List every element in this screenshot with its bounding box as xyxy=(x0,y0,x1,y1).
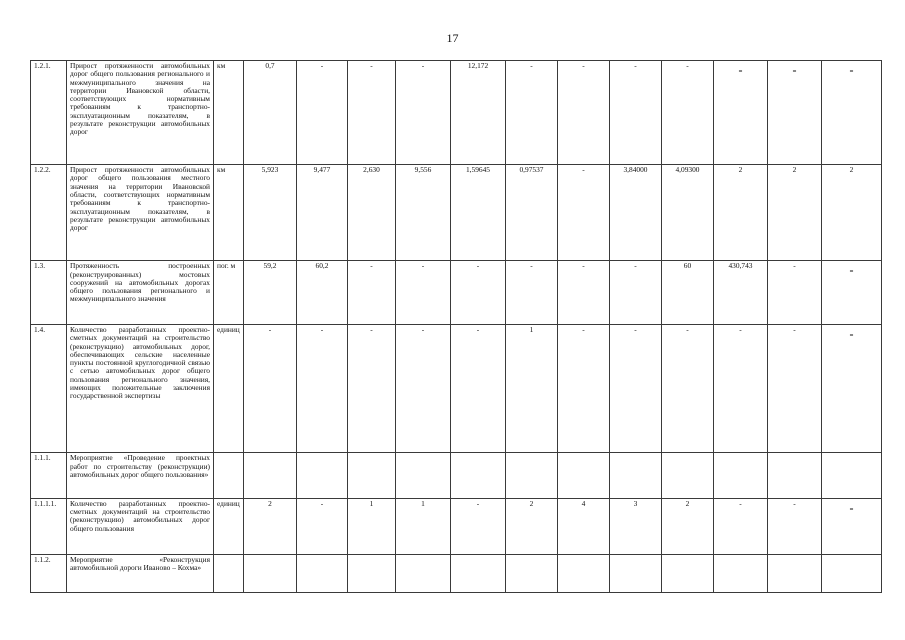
value-cell: - xyxy=(822,61,882,165)
value-cell: - xyxy=(297,61,348,165)
value-cell: - xyxy=(662,324,714,452)
table-row xyxy=(31,554,882,592)
value-cell xyxy=(506,554,558,592)
value-cell: - xyxy=(558,165,610,261)
value-cell: 3 xyxy=(610,498,662,554)
row-number-cell: 1.2.1. xyxy=(31,61,67,165)
value-cell: - xyxy=(558,61,610,165)
value-cell xyxy=(451,453,506,499)
value-cell: - xyxy=(297,324,348,452)
row-number-cell: 1.4. xyxy=(31,324,67,452)
indicator-description-cell: Протяженность построенных (реконструированных) мостовых сооружений на автомобильных дорогах общего пользования регионального и межмуниципального значения xyxy=(67,261,214,325)
value-cell xyxy=(506,453,558,499)
value-cell: - xyxy=(396,261,451,325)
value-cell: - xyxy=(348,261,396,325)
value-cell xyxy=(297,453,348,499)
value-cell xyxy=(768,554,822,592)
indicator-description-cell: Мероприятие «Реконструкция автомобильной дороги Иваново – Кохма» xyxy=(67,554,214,592)
value-cell: 1,59645 xyxy=(451,165,506,261)
value-cell xyxy=(662,453,714,499)
unit-cell: пог. м xyxy=(214,261,244,325)
value-cell: - xyxy=(506,61,558,165)
value-cell xyxy=(348,453,396,499)
value-cell: 430,743 xyxy=(714,261,768,325)
value-cell: - xyxy=(714,498,768,554)
value-cell xyxy=(822,453,882,499)
value-cell: 0,97537 xyxy=(506,165,558,261)
unit-cell xyxy=(214,554,244,592)
indicator-description-cell: Прирост протяженности автомобильных дорог общего пользования местного значения на территории Ивановской области, соответствующих нормативным требованиям к транспортно-эксплуатационным показателям, в результате реконструкции автомобильных дорог xyxy=(67,165,214,261)
value-cell: - xyxy=(714,324,768,452)
row-number-cell: 1.3. xyxy=(31,261,67,325)
value-cell xyxy=(297,554,348,592)
row-number-cell: 1.1.2. xyxy=(31,554,67,592)
value-cell: 12,172 xyxy=(451,61,506,165)
value-cell xyxy=(662,554,714,592)
value-cell: - xyxy=(714,61,768,165)
unit-cell: км xyxy=(214,165,244,261)
table-row xyxy=(31,61,882,165)
value-cell xyxy=(714,554,768,592)
indicator-description-cell: Количество разработанных проектно-сметных документаций на строительство (реконструкцию) автомобильных дорог общего пользования xyxy=(67,498,214,554)
value-cell: - xyxy=(662,61,714,165)
value-cell: - xyxy=(348,61,396,165)
value-cell xyxy=(610,453,662,499)
value-cell: - xyxy=(822,498,882,554)
value-cell: 2 xyxy=(822,165,882,261)
value-cell: 59,2 xyxy=(244,261,297,325)
value-cell: - xyxy=(396,61,451,165)
value-cell: - xyxy=(822,324,882,452)
value-cell xyxy=(244,453,297,499)
value-cell: - xyxy=(297,498,348,554)
value-cell: 2,630 xyxy=(348,165,396,261)
value-cell: - xyxy=(348,324,396,452)
value-cell: - xyxy=(451,324,506,452)
value-cell: - xyxy=(822,261,882,325)
value-cell xyxy=(396,453,451,499)
value-cell: - xyxy=(506,261,558,325)
table-row xyxy=(31,453,882,499)
value-cell: - xyxy=(610,324,662,452)
table-row xyxy=(31,165,882,261)
value-cell: - xyxy=(768,61,822,165)
indicator-description-cell: Прирост протяженности автомобильных дорог общего пользования регионального и межмуниципального значения на территории Ивановской области, соответствующих нормативным требованиям к транспортно-эксплуатационным показателям, в результате реконструкции автомобильных дорог xyxy=(67,61,214,165)
value-cell: 3,84000 xyxy=(610,165,662,261)
value-cell xyxy=(610,554,662,592)
table-row xyxy=(31,324,882,452)
unit-cell: единиц xyxy=(214,498,244,554)
value-cell: 9,477 xyxy=(297,165,348,261)
unit-cell: км xyxy=(214,61,244,165)
value-cell: - xyxy=(244,324,297,452)
value-cell: 9,556 xyxy=(396,165,451,261)
value-cell: 1 xyxy=(396,498,451,554)
unit-cell: единиц xyxy=(214,324,244,452)
value-cell: - xyxy=(451,498,506,554)
value-cell: - xyxy=(558,261,610,325)
value-cell: 2 xyxy=(506,498,558,554)
value-cell: 2 xyxy=(714,165,768,261)
value-cell: 4,09300 xyxy=(662,165,714,261)
value-cell: - xyxy=(558,324,610,452)
value-cell xyxy=(558,453,610,499)
indicator-description-cell: Мероприятие «Проведение проектных работ по строительству (реконструкции) автомобильных дорог общего пользования» xyxy=(67,453,214,499)
value-cell xyxy=(714,453,768,499)
page-number: 17 xyxy=(446,31,459,45)
row-number-cell: 1.1.1. xyxy=(31,453,67,499)
unit-cell xyxy=(214,453,244,499)
value-cell: - xyxy=(768,324,822,452)
value-cell: 2 xyxy=(768,165,822,261)
value-cell: 5,923 xyxy=(244,165,297,261)
value-cell xyxy=(396,554,451,592)
value-cell: 1 xyxy=(348,498,396,554)
value-cell xyxy=(768,453,822,499)
value-cell: - xyxy=(610,261,662,325)
value-cell: 2 xyxy=(244,498,297,554)
value-cell: 4 xyxy=(558,498,610,554)
indicator-description-cell: Количество разработанных проектно-сметных документаций на строительство (реконструкцию) автомобильных дорог, обеспечивающих сельские населенные пункты постоянной круглогодичной связью с сетью автомобильных дорог общего пользования регионального значения, имеющих положительные заключения государственной экспертизы xyxy=(67,324,214,452)
value-cell xyxy=(558,554,610,592)
value-cell xyxy=(244,554,297,592)
value-cell: - xyxy=(768,498,822,554)
table-row xyxy=(31,261,882,325)
value-cell: 60 xyxy=(662,261,714,325)
value-cell xyxy=(822,554,882,592)
value-cell: - xyxy=(610,61,662,165)
table-row xyxy=(31,498,882,554)
value-cell xyxy=(451,554,506,592)
indicators-table xyxy=(30,60,882,593)
value-cell: 1 xyxy=(506,324,558,452)
value-cell: - xyxy=(396,324,451,452)
value-cell: 60,2 xyxy=(297,261,348,325)
value-cell: - xyxy=(451,261,506,325)
value-cell: - xyxy=(768,261,822,325)
value-cell: 2 xyxy=(662,498,714,554)
row-number-cell: 1.2.2. xyxy=(31,165,67,261)
value-cell xyxy=(348,554,396,592)
row-number-cell: 1.1.1.1. xyxy=(31,498,67,554)
value-cell: 0,7 xyxy=(244,61,297,165)
